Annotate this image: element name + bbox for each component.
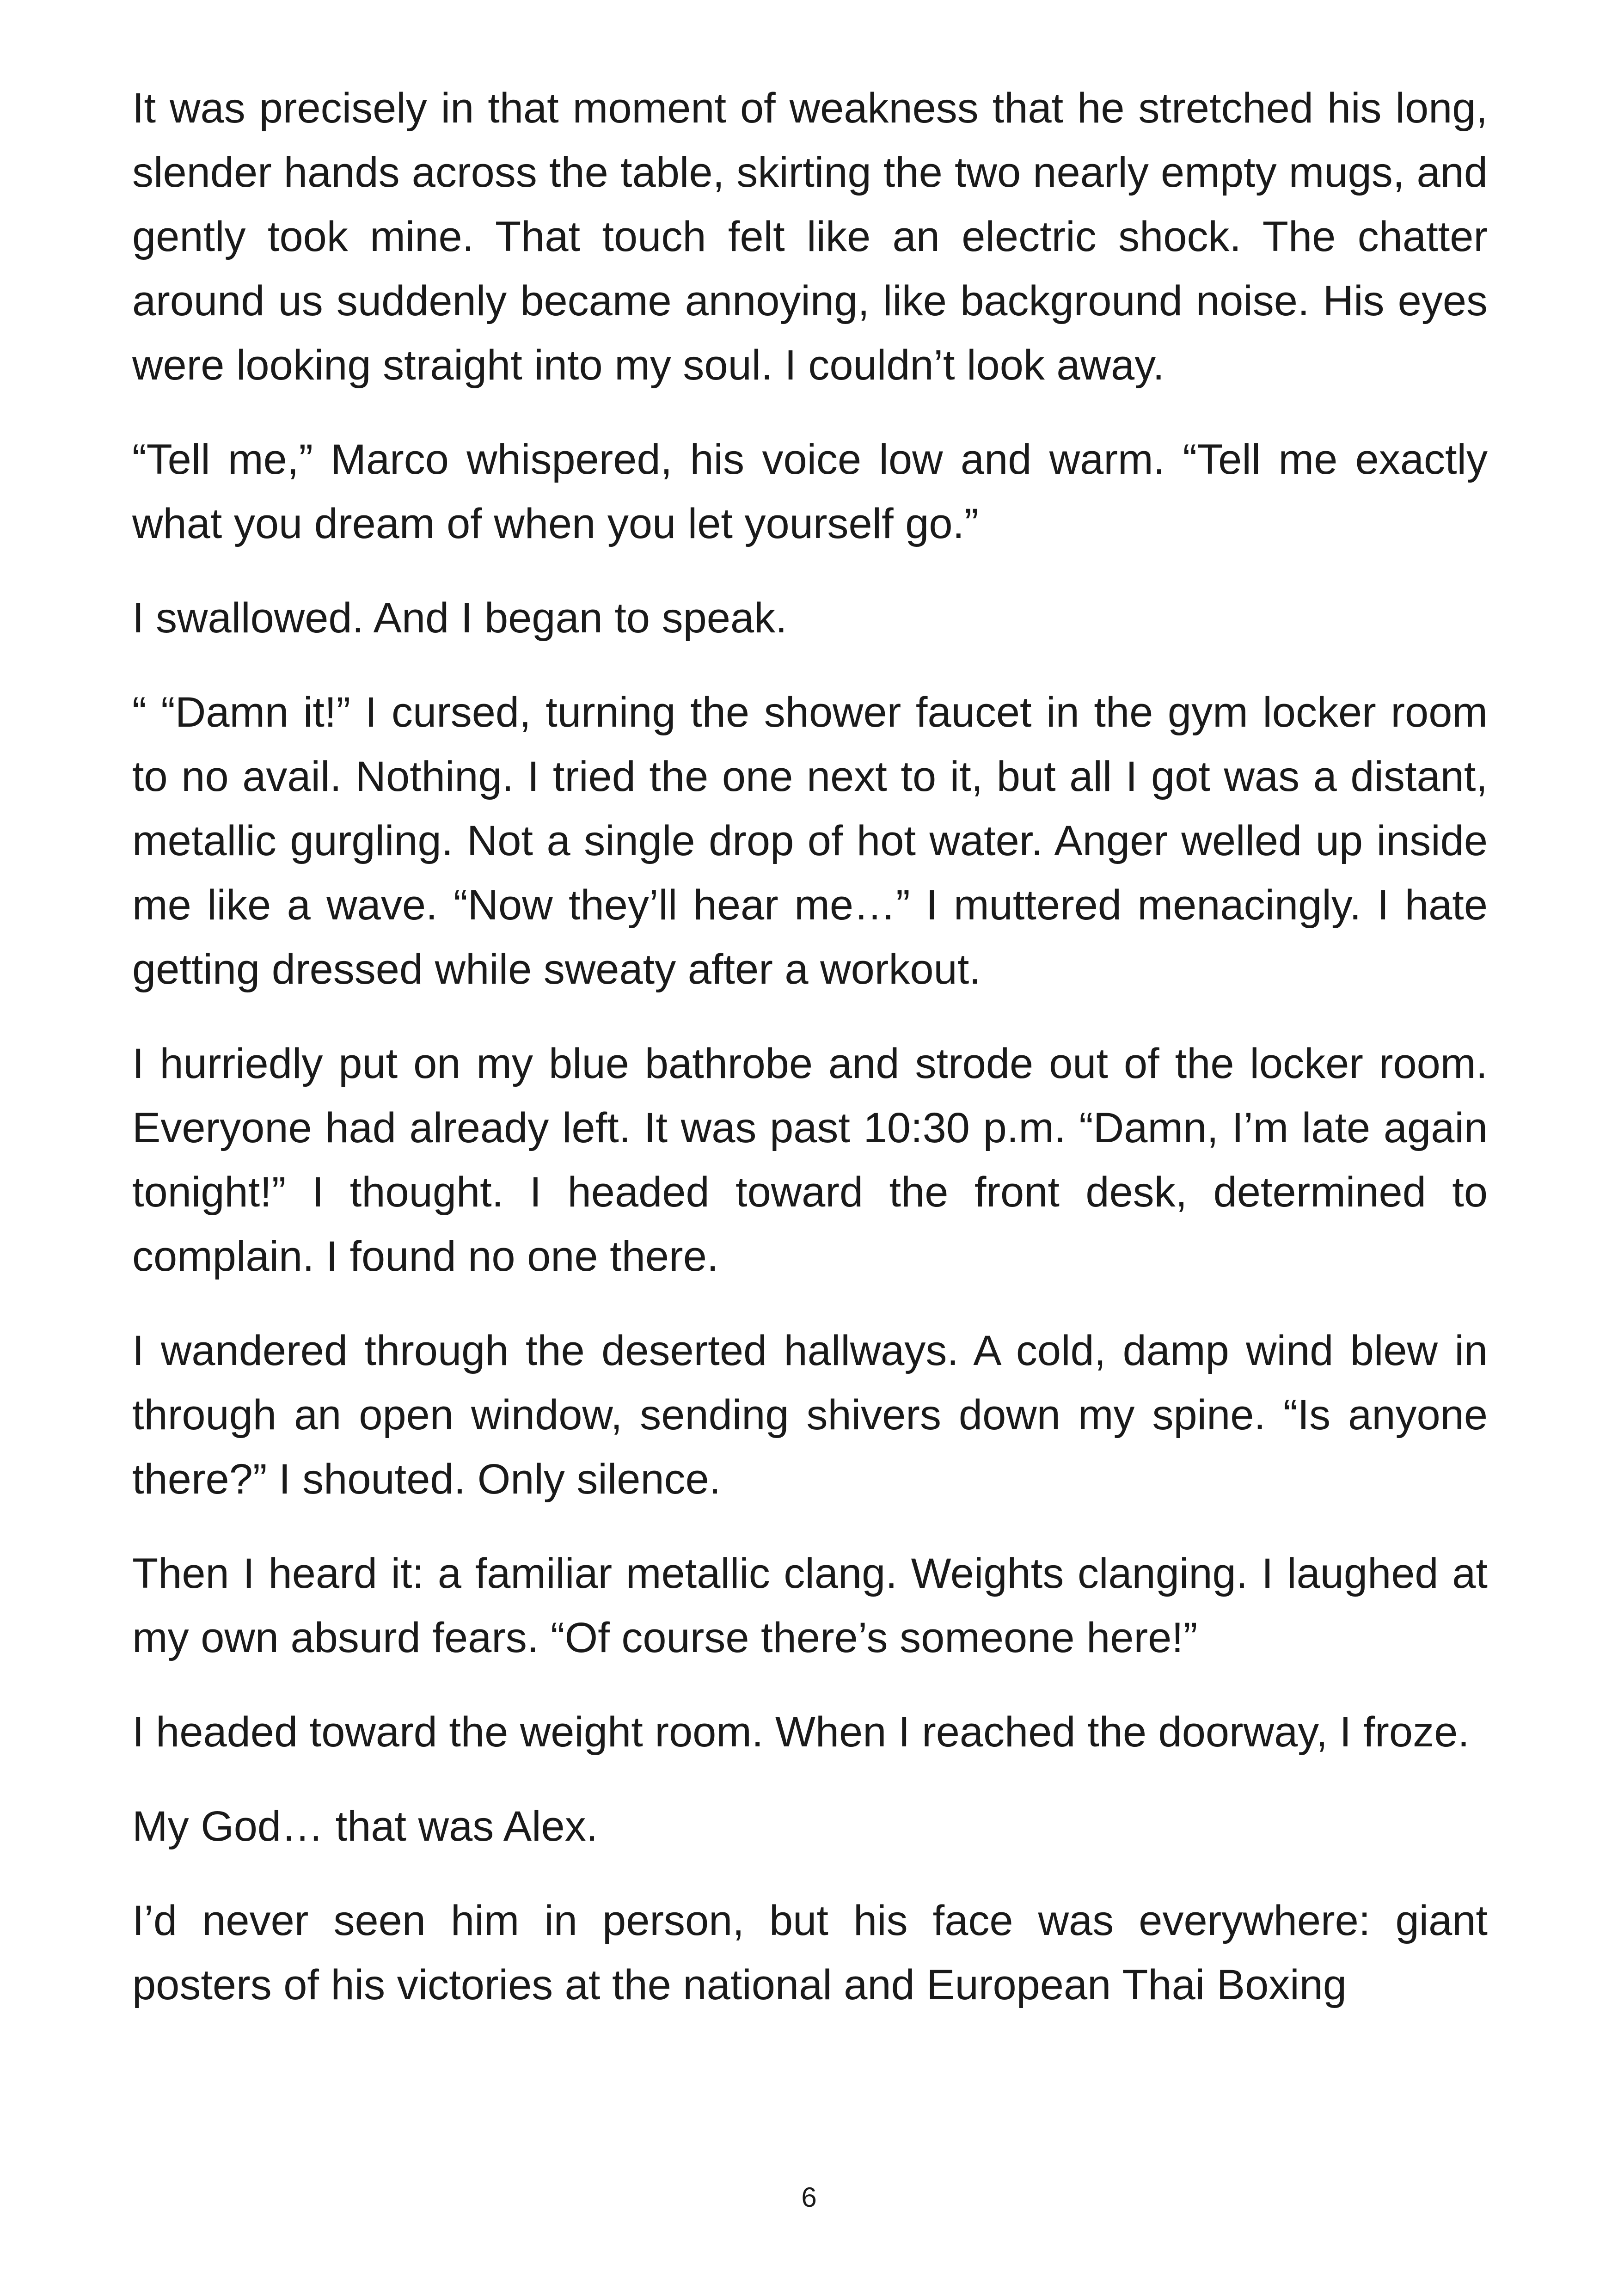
paragraph: It was precisely in that moment of weakness that he stretched his long, slender hands across the table, skirting the two nearly empty mugs, and gently took mine. That touch felt like an electric shock. The chatter around us suddenly became annoying, like background noise. His eyes were looking straight into my soul. I couldn’t look away. [132,85,1488,389]
paragraph: I’d never seen him in person, but his face was everywhere: giant posters of his victories at the national and European Thai Boxing [132,1897,1488,2008]
paragraph: I hurriedly put on my blue bathrobe and strode out of the locker room. Everyone had already left. It was past 10:30 p.m. “Damn, I’m late again tonight!” I thought. I headed toward the front desk, determined to complain. I found no one there. [132,1040,1488,1280]
paragraph: “ “Damn it!” I cursed, turning the shower faucet in the gym locker room to no avail. Nothing. I tried the one next to it, but all I got was a distant, metallic gurgling. Not a single drop of hot water. Anger welled up inside me like a wave. “Now they’ll hear me…” I muttered menacingly. I hate getting dressed while sweaty after a workout. [132,689,1488,993]
paragraph: Then I heard it: a familiar metallic clang. Weights clanging. I laughed at my own absurd fears. “Of course there’s someone here!” [132,1550,1488,1661]
paragraph: “Tell me,” Marco whispered, his voice low and warm. “Tell me exactly what you dream of when you let yourself go.” [132,436,1488,547]
paragraph: I wandered through the deserted hallways. A cold, damp wind blew in through an open window, sending shivers down my spine. “Is anyone there?” I shouted. Only silence. [132,1327,1488,1503]
body-text [132,76,1488,2047]
page-number: 6 [801,2182,817,2213]
paragraph: I headed toward the weight room. When I reached the doorway, I froze. [132,1708,1470,1756]
paragraph: I swallowed. And I began to speak. [132,594,787,642]
paragraph: My God… that was Alex. [132,1803,598,1850]
